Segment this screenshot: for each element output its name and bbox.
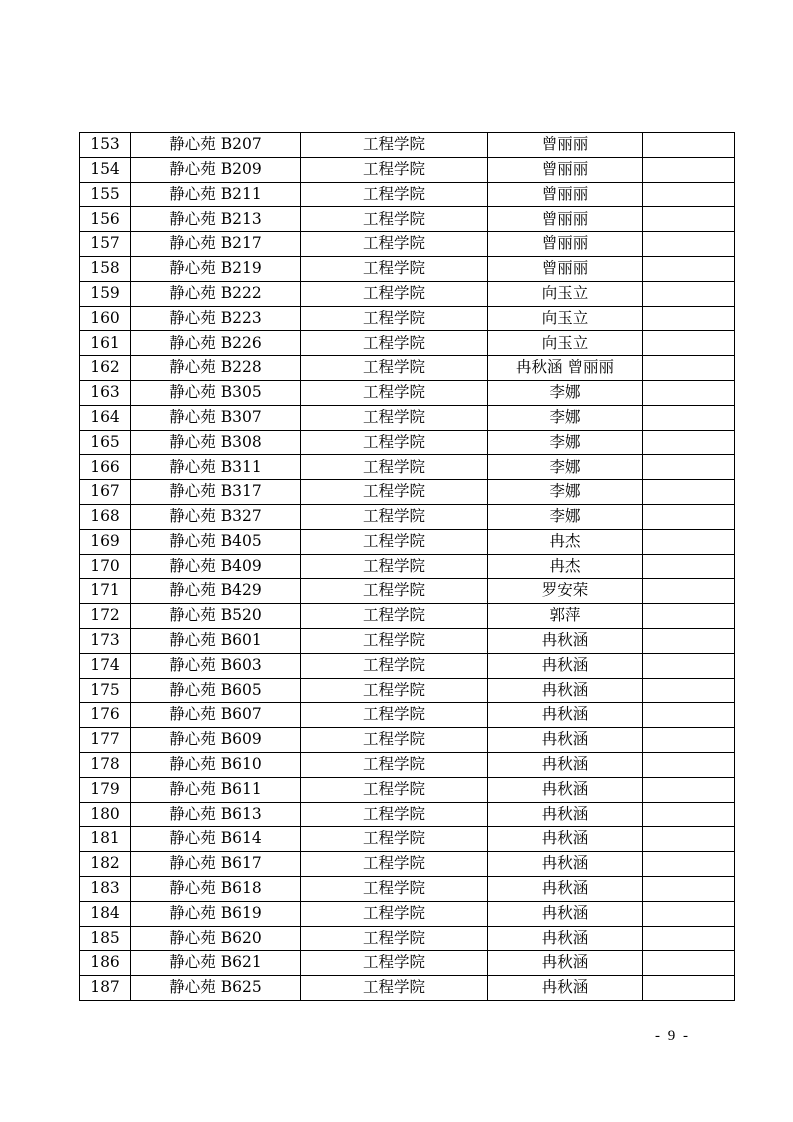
table-row	[80, 529, 735, 554]
room-cell: 静心苑 B610	[131, 752, 301, 777]
staff-cell: 李娜	[488, 480, 643, 505]
table-row	[80, 405, 735, 430]
table-row	[80, 802, 735, 827]
row-number-cell: 163	[80, 380, 131, 405]
note-cell	[643, 504, 735, 529]
college-cell: 工程学院	[301, 827, 488, 852]
staff-cell: 冉秋涵	[488, 852, 643, 877]
room-cell: 静心苑 B223	[131, 306, 301, 331]
college-cell: 工程学院	[301, 133, 488, 158]
note-cell	[643, 380, 735, 405]
note-cell	[643, 579, 735, 604]
note-cell	[643, 827, 735, 852]
table-row	[80, 182, 735, 207]
table-row	[80, 455, 735, 480]
row-number-cell: 176	[80, 703, 131, 728]
table-row	[80, 951, 735, 976]
staff-cell: 曾丽丽	[488, 256, 643, 281]
staff-cell: 冉秋涵	[488, 653, 643, 678]
table-body	[80, 133, 735, 1001]
room-cell: 静心苑 B609	[131, 728, 301, 753]
row-number-cell: 169	[80, 529, 131, 554]
room-cell: 静心苑 B618	[131, 876, 301, 901]
note-cell	[643, 455, 735, 480]
college-cell: 工程学院	[301, 752, 488, 777]
table-row	[80, 876, 735, 901]
row-number-cell: 156	[80, 207, 131, 232]
row-number-cell: 174	[80, 653, 131, 678]
row-number-cell: 177	[80, 728, 131, 753]
row-number-cell: 155	[80, 182, 131, 207]
note-cell	[643, 604, 735, 629]
staff-cell: 李娜	[488, 405, 643, 430]
college-cell: 工程学院	[301, 182, 488, 207]
note-cell	[643, 653, 735, 678]
row-number-cell: 154	[80, 157, 131, 182]
row-number-cell: 179	[80, 777, 131, 802]
staff-cell: 冉秋涵	[488, 628, 643, 653]
note-cell	[643, 306, 735, 331]
note-cell	[643, 430, 735, 455]
college-cell: 工程学院	[301, 405, 488, 430]
row-number-cell: 161	[80, 331, 131, 356]
college-cell: 工程学院	[301, 802, 488, 827]
note-cell	[643, 331, 735, 356]
college-cell: 工程学院	[301, 728, 488, 753]
staff-cell: 曾丽丽	[488, 133, 643, 158]
staff-cell: 向玉立	[488, 281, 643, 306]
college-cell: 工程学院	[301, 579, 488, 604]
room-cell: 静心苑 B405	[131, 529, 301, 554]
note-cell	[643, 901, 735, 926]
staff-cell: 冉秋涵	[488, 926, 643, 951]
college-cell: 工程学院	[301, 777, 488, 802]
room-cell: 静心苑 B614	[131, 827, 301, 852]
row-number-cell: 158	[80, 256, 131, 281]
college-cell: 工程学院	[301, 703, 488, 728]
row-number-cell: 183	[80, 876, 131, 901]
table-row	[80, 852, 735, 877]
row-number-cell: 170	[80, 554, 131, 579]
row-number-cell: 164	[80, 405, 131, 430]
table-row	[80, 133, 735, 158]
room-cell: 静心苑 B611	[131, 777, 301, 802]
college-cell: 工程学院	[301, 207, 488, 232]
row-number-cell: 167	[80, 480, 131, 505]
college-cell: 工程学院	[301, 380, 488, 405]
room-cell: 静心苑 B219	[131, 256, 301, 281]
note-cell	[643, 976, 735, 1001]
college-cell: 工程学院	[301, 430, 488, 455]
table-row	[80, 678, 735, 703]
table-row	[80, 976, 735, 1001]
college-cell: 工程学院	[301, 256, 488, 281]
college-cell: 工程学院	[301, 504, 488, 529]
table-row	[80, 356, 735, 381]
room-cell: 静心苑 B226	[131, 331, 301, 356]
room-cell: 静心苑 B607	[131, 703, 301, 728]
table-row	[80, 430, 735, 455]
college-cell: 工程学院	[301, 281, 488, 306]
room-cell: 静心苑 B601	[131, 628, 301, 653]
college-cell: 工程学院	[301, 331, 488, 356]
room-cell: 静心苑 B228	[131, 356, 301, 381]
room-cell: 静心苑 B307	[131, 405, 301, 430]
row-number-cell: 180	[80, 802, 131, 827]
table-row	[80, 207, 735, 232]
table-row	[80, 728, 735, 753]
table-row	[80, 480, 735, 505]
row-number-cell: 162	[80, 356, 131, 381]
college-cell: 工程学院	[301, 926, 488, 951]
note-cell	[643, 207, 735, 232]
table-row	[80, 232, 735, 257]
table-row	[80, 628, 735, 653]
table-row	[80, 331, 735, 356]
row-number-cell: 184	[80, 901, 131, 926]
row-number-cell: 153	[80, 133, 131, 158]
table-row	[80, 380, 735, 405]
room-cell: 静心苑 B213	[131, 207, 301, 232]
staff-cell: 李娜	[488, 430, 643, 455]
college-cell: 工程学院	[301, 976, 488, 1001]
row-number-cell: 186	[80, 951, 131, 976]
room-cell: 静心苑 B605	[131, 678, 301, 703]
room-cell: 静心苑 B305	[131, 380, 301, 405]
note-cell	[643, 182, 735, 207]
note-cell	[643, 951, 735, 976]
college-cell: 工程学院	[301, 628, 488, 653]
row-number-cell: 185	[80, 926, 131, 951]
room-cell: 静心苑 B625	[131, 976, 301, 1001]
table-row	[80, 504, 735, 529]
note-cell	[643, 554, 735, 579]
table-row	[80, 901, 735, 926]
college-cell: 工程学院	[301, 356, 488, 381]
college-cell: 工程学院	[301, 554, 488, 579]
room-cell: 静心苑 B613	[131, 802, 301, 827]
row-number-cell: 159	[80, 281, 131, 306]
table-row	[80, 827, 735, 852]
college-cell: 工程学院	[301, 678, 488, 703]
note-cell	[643, 752, 735, 777]
note-cell	[643, 852, 735, 877]
table-row	[80, 703, 735, 728]
college-cell: 工程学院	[301, 876, 488, 901]
staff-cell: 李娜	[488, 380, 643, 405]
staff-cell: 曾丽丽	[488, 232, 643, 257]
note-cell	[643, 678, 735, 703]
row-number-cell: 173	[80, 628, 131, 653]
room-cell: 静心苑 B617	[131, 852, 301, 877]
note-cell	[643, 628, 735, 653]
staff-cell: 冉秋涵	[488, 876, 643, 901]
staff-cell: 冉秋涵	[488, 901, 643, 926]
table-row	[80, 579, 735, 604]
note-cell	[643, 876, 735, 901]
room-cell: 静心苑 B211	[131, 182, 301, 207]
college-cell: 工程学院	[301, 951, 488, 976]
staff-cell: 冉杰	[488, 554, 643, 579]
row-number-cell: 160	[80, 306, 131, 331]
row-number-cell: 168	[80, 504, 131, 529]
note-cell	[643, 529, 735, 554]
room-cell: 静心苑 B429	[131, 579, 301, 604]
note-cell	[643, 232, 735, 257]
college-cell: 工程学院	[301, 232, 488, 257]
room-cell: 静心苑 B327	[131, 504, 301, 529]
table-row	[80, 752, 735, 777]
row-number-cell: 172	[80, 604, 131, 629]
note-cell	[643, 777, 735, 802]
table-row	[80, 604, 735, 629]
staff-cell: 向玉立	[488, 306, 643, 331]
note-cell	[643, 157, 735, 182]
room-cell: 静心苑 B217	[131, 232, 301, 257]
table-row	[80, 306, 735, 331]
staff-cell: 曾丽丽	[488, 182, 643, 207]
room-cell: 静心苑 B207	[131, 133, 301, 158]
room-cell: 静心苑 B409	[131, 554, 301, 579]
staff-cell: 李娜	[488, 504, 643, 529]
college-cell: 工程学院	[301, 901, 488, 926]
note-cell	[643, 703, 735, 728]
table-row	[80, 653, 735, 678]
staff-cell: 曾丽丽	[488, 207, 643, 232]
table-row	[80, 926, 735, 951]
room-cell: 静心苑 B209	[131, 157, 301, 182]
dormitory-table	[79, 132, 735, 1001]
staff-cell: 冉秋涵	[488, 752, 643, 777]
note-cell	[643, 802, 735, 827]
staff-cell: 冉秋涵	[488, 827, 643, 852]
staff-cell: 李娜	[488, 455, 643, 480]
college-cell: 工程学院	[301, 455, 488, 480]
note-cell	[643, 256, 735, 281]
room-cell: 静心苑 B603	[131, 653, 301, 678]
room-cell: 静心苑 B620	[131, 926, 301, 951]
row-number-cell: 182	[80, 852, 131, 877]
note-cell	[643, 405, 735, 430]
room-cell: 静心苑 B317	[131, 480, 301, 505]
row-number-cell: 178	[80, 752, 131, 777]
note-cell	[643, 281, 735, 306]
room-cell: 静心苑 B308	[131, 430, 301, 455]
room-cell: 静心苑 B621	[131, 951, 301, 976]
row-number-cell: 181	[80, 827, 131, 852]
table-row	[80, 256, 735, 281]
staff-cell: 冉秋涵	[488, 976, 643, 1001]
college-cell: 工程学院	[301, 653, 488, 678]
table-row	[80, 281, 735, 306]
college-cell: 工程学院	[301, 157, 488, 182]
room-cell: 静心苑 B520	[131, 604, 301, 629]
staff-cell: 冉秋涵 曾丽丽	[488, 356, 643, 381]
college-cell: 工程学院	[301, 306, 488, 331]
staff-cell: 郭萍	[488, 604, 643, 629]
staff-cell: 曾丽丽	[488, 157, 643, 182]
note-cell	[643, 480, 735, 505]
college-cell: 工程学院	[301, 852, 488, 877]
room-cell: 静心苑 B222	[131, 281, 301, 306]
row-number-cell: 175	[80, 678, 131, 703]
table-row	[80, 777, 735, 802]
note-cell	[643, 356, 735, 381]
staff-cell: 冉秋涵	[488, 777, 643, 802]
staff-cell: 冉秋涵	[488, 703, 643, 728]
staff-cell: 冉秋涵	[488, 802, 643, 827]
row-number-cell: 187	[80, 976, 131, 1001]
college-cell: 工程学院	[301, 529, 488, 554]
note-cell	[643, 133, 735, 158]
room-cell: 静心苑 B311	[131, 455, 301, 480]
staff-cell: 罗安荣	[488, 579, 643, 604]
row-number-cell: 166	[80, 455, 131, 480]
room-cell: 静心苑 B619	[131, 901, 301, 926]
row-number-cell: 157	[80, 232, 131, 257]
row-number-cell: 165	[80, 430, 131, 455]
staff-cell: 冉秋涵	[488, 728, 643, 753]
note-cell	[643, 926, 735, 951]
college-cell: 工程学院	[301, 604, 488, 629]
staff-cell: 向玉立	[488, 331, 643, 356]
table-row	[80, 157, 735, 182]
note-cell	[643, 728, 735, 753]
staff-cell: 冉秋涵	[488, 678, 643, 703]
page-number: - 9 -	[655, 1028, 690, 1044]
row-number-cell: 171	[80, 579, 131, 604]
staff-cell: 冉杰	[488, 529, 643, 554]
staff-cell: 冉秋涵	[488, 951, 643, 976]
college-cell: 工程学院	[301, 480, 488, 505]
table-row	[80, 554, 735, 579]
